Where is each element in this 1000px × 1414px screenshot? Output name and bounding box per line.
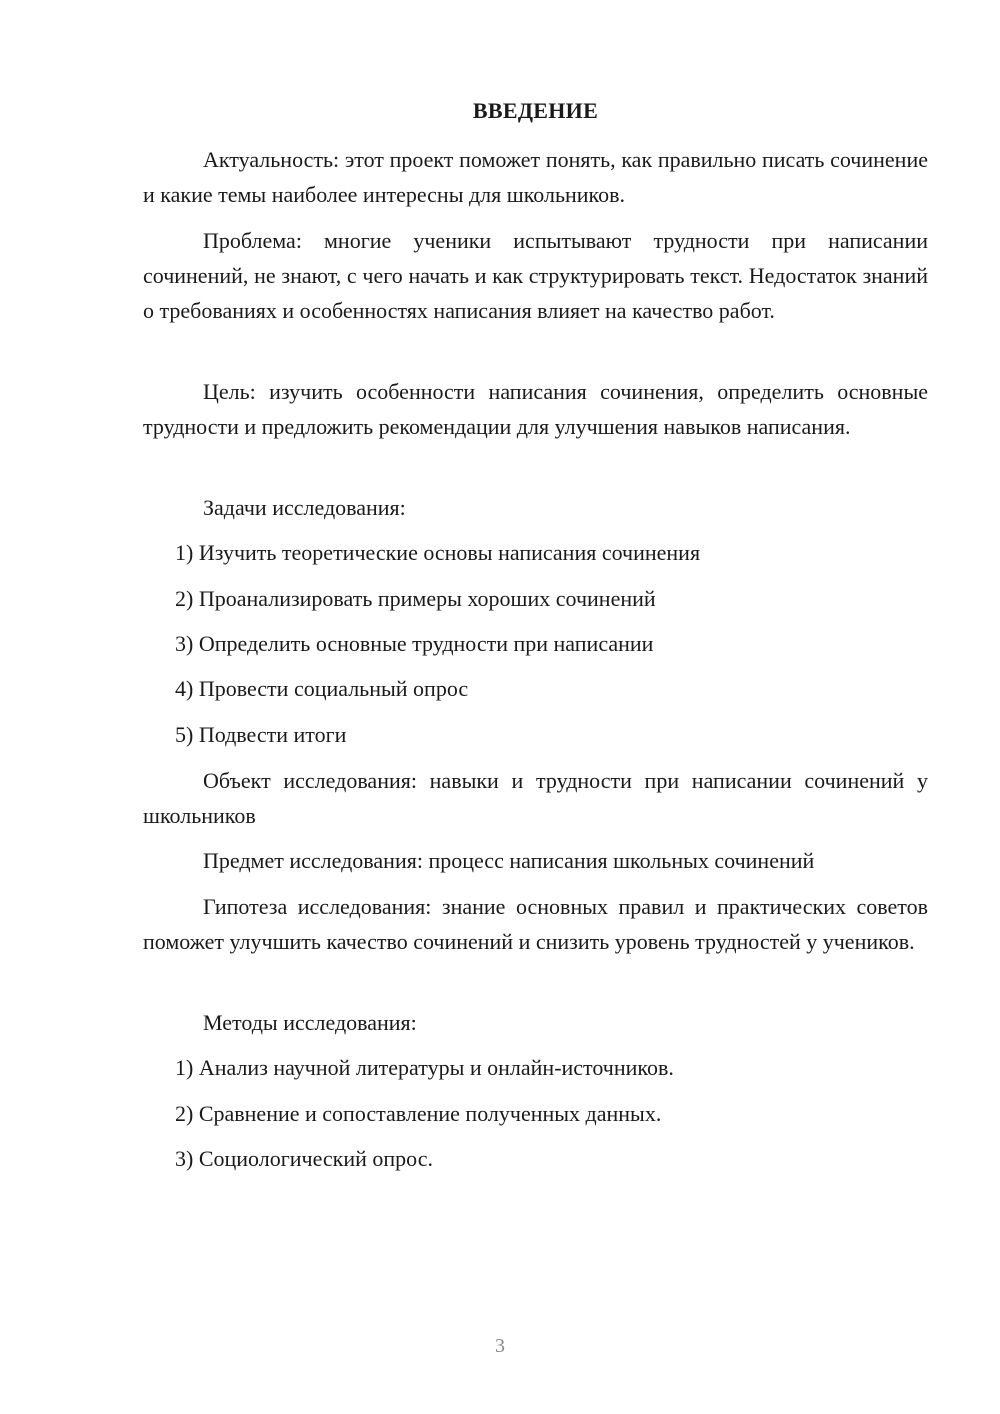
paragraph-subject: Предмет исследования: процесс написания школьных сочинений [203, 848, 815, 873]
paragraph-object: Объект исследования: навыки и трудности при написании сочинений у школьников [143, 768, 928, 828]
method-item-1: 1) Анализ научной литературы и онлайн-источников. [175, 1055, 674, 1080]
paragraph-problem: Проблема: многие ученики испытывают трудности при написании сочинений, не знают, с чего начать и как структурировать текст. Недостаток знаний о требованиях и особенностях написания влияет на качество работ. [143, 228, 928, 323]
paragraph-hypothesis: Гипотеза исследования: знание основных правил и практических советов поможет улучшить качество сочинений и снизить уровень трудностей у учеников. [143, 894, 928, 954]
paragraph-goal: Цель: изучить особенности написания сочинения, определить основные трудности и предложить рекомендации для улучшения навыков написания. [143, 379, 928, 439]
tasks-heading: Задачи исследования: [203, 495, 406, 520]
paragraph-relevance: Актуальность: этот проект поможет понять, как правильно писать сочинение и какие темы наиболее интересны для школьников. [143, 147, 928, 207]
page-number: 3 [495, 1335, 505, 1357]
section-title: ВВЕДЕНИЕ [472, 98, 599, 123]
task-item-4: 4) Провести социальный опрос [175, 676, 469, 701]
method-item-2: 2) Сравнение и сопоставление полученных данных. [175, 1101, 662, 1126]
method-item-3: 3) Социологический опрос. [175, 1146, 433, 1171]
task-item-2: 2) Проанализировать примеры хороших сочинений [175, 586, 656, 611]
task-item-1: 1) Изучить теоретические основы написания сочинения [175, 540, 701, 565]
task-item-3: 3) Определить основные трудности при написании [175, 631, 654, 656]
methods-heading: Методы исследования: [203, 1010, 417, 1035]
task-item-5: 5) Подвести итоги [175, 722, 347, 747]
